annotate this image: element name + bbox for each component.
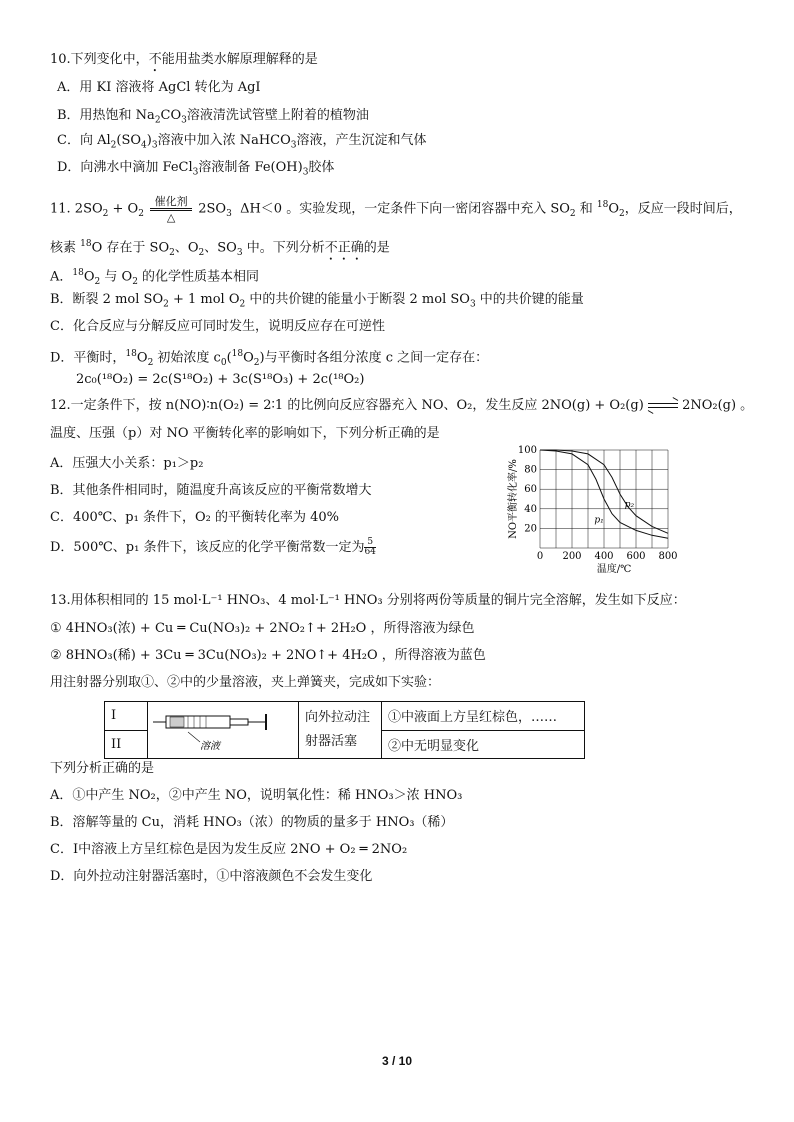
result-2: ②中无明显变化 — [382, 730, 585, 759]
q13-stem: 13.用体积相同的 15 mol·L⁻¹ HNO₃、4 mol·L⁻¹ HNO₃ 分别将两份等质量的铜片完全溶解，发生如下反应： — [50, 593, 686, 608]
q10-option-d: D．向沸水中滴加 FeCl$_3$溶液制备 $Fe(OH)_3$胶体 — [57, 160, 335, 178]
q12-line2: 温度、压强（p）对 NO 平衡转化率的影响如下，下列分析正确的是 — [50, 426, 440, 441]
q13-option-c: C．I中溶液上方呈红棕色是因为发生反应 2NO + O₂ ═ 2NO₂ — [50, 842, 408, 857]
q13-reaction-2: ② 8HNO₃(稀) + 3Cu ═ 3Cu(NO₃)₂ + 2NO↑+ 4H₂O ，所得溶液为蓝色 — [50, 648, 486, 663]
row-label-1: I — [105, 702, 148, 731]
q13-option-b: B．溶解等量的 Cu，消耗 HNO₃（浓）的物质的量多于 HNO₃（稀） — [50, 815, 454, 830]
q11-option-d-equation: 2c₀(¹⁸O₂) = 2c(S¹⁸O₂) + 3c(S¹⁸O₃) + 2c(¹⁸O₂) — [76, 372, 365, 387]
q12-option-a: A．压强大小关系：p₁＞p₂ — [50, 456, 204, 471]
y-tick-label: 80 — [524, 464, 537, 476]
y-tick-label: 60 — [524, 484, 537, 496]
y-axis-label: NO平衡转化率/% — [508, 459, 519, 539]
q11-option-b: B．断裂 2 mol $SO_2 + 1$ mol $O_2$ 中的共价键的能量小于断裂 2 mol $SO_3$ 中的共价键的能量 — [50, 292, 584, 310]
q12-stem: 12.一定条件下，按 n(NO)∶n(O₂) = 2∶1 的比例向反应容器充入 NO、O₂，发生反应 2NO(g) + O₂(g) 2NO₂(g) 。 — [50, 398, 754, 413]
x-axis-label: 温度/℃ — [596, 564, 632, 575]
q11-option-c: C．化合反应与分解反应可同时发生，说明反应存在可逆性 — [50, 319, 385, 334]
q10-option-a: A．用 KI 溶液将 AgCl 转化为 AgI — [57, 80, 261, 95]
q10-stem: 10.下列变化中，不能用盐类水解原理解释的是 — [50, 52, 318, 67]
y-tick-label: 100 — [517, 445, 537, 456]
page-number: 3 / 10 — [381, 1054, 413, 1068]
syringe-solution-label: 溶液 — [200, 741, 220, 752]
q11-option-d: D．平衡时，$^{18}O_2$ 初始浓度 $c_0(^{18}O_2)$与平衡时各组分浓度 c 之间一定存在： — [50, 349, 489, 368]
syringe-icon — [148, 702, 298, 754]
x-tick-label: 600 — [626, 551, 646, 562]
x-tick-label: 800 — [658, 551, 678, 562]
x-tick-label: 0 — [536, 551, 544, 562]
series-label-1: p₁ — [594, 515, 604, 526]
q13-after: 下列分析正确的是 — [50, 761, 155, 776]
q11-option-a: A．$^{18}O_2$ 与 $O_2$ 的化学性质基本相同 — [50, 268, 260, 287]
series-label-2: p₂ — [624, 499, 635, 510]
experiment-table — [104, 701, 585, 759]
y-tick-label: 20 — [524, 523, 537, 535]
equilibrium-arrow — [648, 401, 678, 411]
q12-option-b: B．其他条件相同时，随温度升高该反应的平衡常数增大 — [50, 483, 372, 498]
q11-line2: 核素 $^{18}$O 存在于 $SO_2$、$O_2$、$SO_3$ 中。下列分析不正确的是 — [50, 239, 390, 258]
operation-cell: 向外拉动注 射器活塞 — [299, 702, 382, 759]
result-1: ①中液面上方呈红棕色，…… — [382, 702, 585, 731]
q10-option-b: B．用热饱和 $Na_2CO_3$溶液清洗试管壁上附着的植物油 — [57, 108, 369, 126]
y-tick-label: 40 — [524, 503, 537, 515]
q13-reaction-1: ① 4HNO₃(浓) + Cu ═ Cu(NO₃)₂ + 2NO₂↑+ 2H₂O ，所得溶液为绿色 — [50, 621, 475, 636]
q13-instruction: 用注射器分别取①、②中的少量溶液，夹上弹簧夹，完成如下实验： — [50, 675, 441, 690]
q11-stem: 11. $2SO_2 + O_2$ 催化剂 △ $2SO_3$ ΔH＜0 。实验发现，一定条件下向一密闭容器中充入 $SO_2$ 和 $^{18}O_2$，反应一段时间后， — [50, 195, 742, 224]
q10-option-c: C．向 $Al_2(SO_4)_3$溶液中加入浓 NaHCO$_3$溶液，产生沉淀和气体 — [57, 133, 427, 151]
catalyst-arrow: 催化剂 △ — [148, 196, 194, 222]
syringe-figure — [148, 702, 299, 759]
q13-option-a: A．①中产生 NO₂，②中产生 NO，说明氧化性：稀 HNO₃＞浓 HNO₃ — [50, 788, 463, 803]
q13-option-d: D．向外拉动注射器活塞时，①中溶液颜色不会发生变化 — [50, 869, 373, 884]
no-conversion-chart — [500, 440, 690, 575]
q12-option-d: D．500℃、p₁ 条件下，该反应的化学平衡常数一定为 $\frac{5}{64}$ — [50, 537, 376, 557]
x-tick-label: 200 — [562, 551, 582, 562]
row-label-2: II — [105, 730, 148, 759]
x-tick-label: 400 — [594, 551, 614, 562]
q12-option-c: C．400℃、p₁ 条件下，O₂ 的平衡转化率为 40% — [50, 510, 339, 525]
